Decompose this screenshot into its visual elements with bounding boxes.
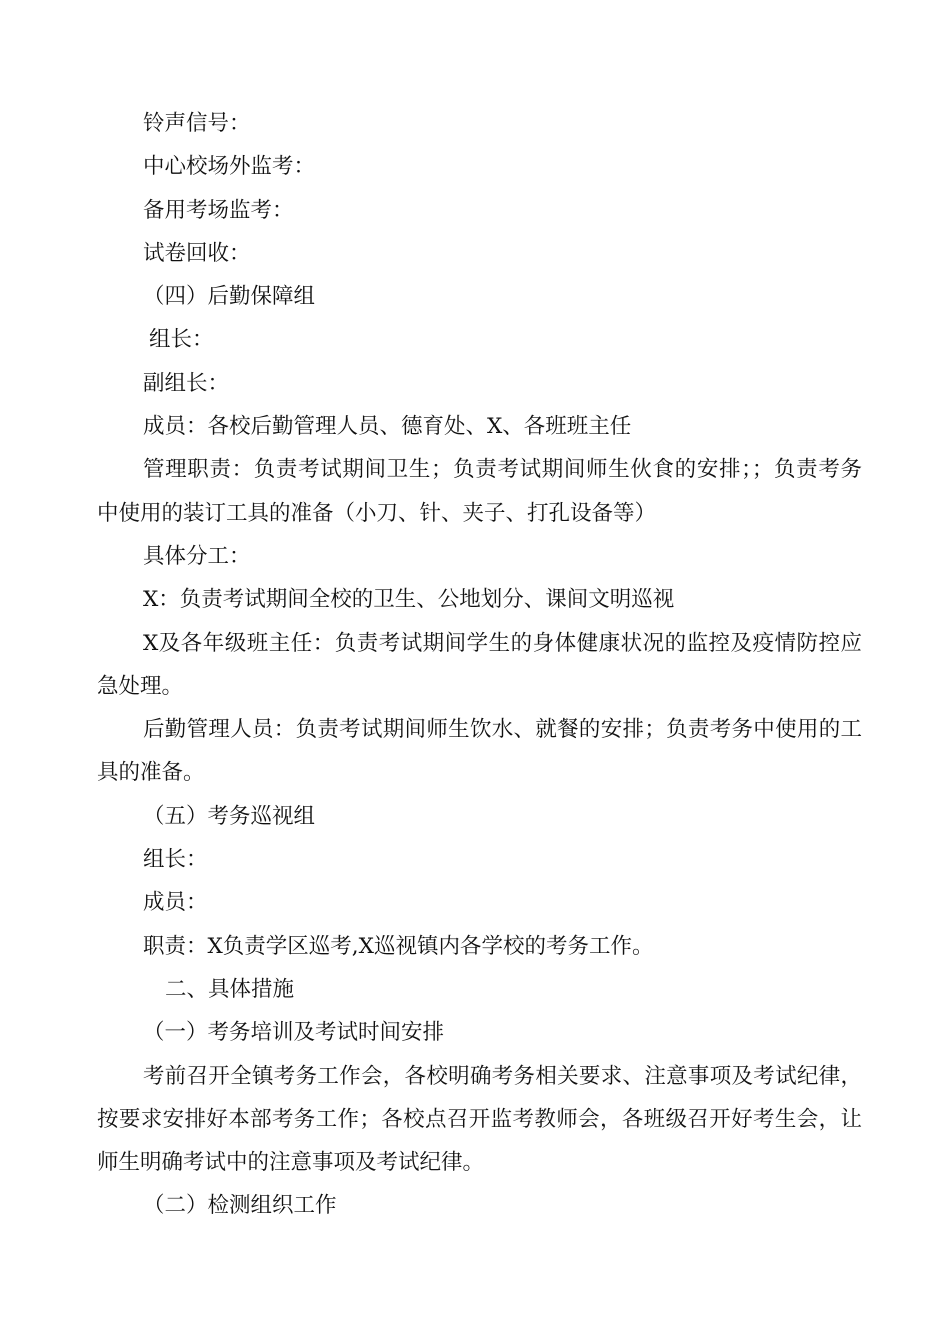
paragraph-logistics-duties: 管理职责：负责考试期间卫生；负责考试期间师生伙食的安排；；负责考务中使用的装订工具的准备（小刀、针、夹子、打孔设备等）	[97, 457, 862, 526]
section-heading-logistics: （四）后勤保障组	[143, 284, 316, 310]
paragraph-logistics-division: 具体分工：	[143, 543, 251, 569]
paragraph-patrol-duties: 职责：X负责学区巡考,X巡视镇内各学校的考务工作。	[143, 933, 654, 959]
paragraph-training-schedule: 考前召开全镇考务工作会，各校明确考务相关要求、注意事项及考试纪律，按要求安排好本部考务工作；各校点召开监考教师会，各班级召开好考生会，让师生明确考试中的注意事项及考试纪律。	[97, 1063, 862, 1176]
paragraph-logistics-leader: 组长：	[149, 327, 214, 353]
document-body	[97, 102, 862, 1228]
paragraph-paper-collection: 试卷回收：	[143, 240, 251, 266]
paragraph-logistics-x-duty: X：负责考试期间全校的卫生、公地划分、课间文明巡视	[143, 587, 675, 613]
subheading-training-schedule: （一）考务培训及考试时间安排	[143, 1020, 445, 1046]
paragraph-logistics-deputy: 副组长：	[143, 370, 230, 396]
paragraph-patrol-members: 成员：	[143, 890, 208, 916]
paragraph-patrol-leader: 组长：	[143, 847, 208, 873]
subheading-test-organization: （二）检测组织工作	[143, 1193, 337, 1219]
section-heading-patrol: （五）考务巡视组	[143, 803, 316, 829]
paragraph-bell-signal: 铃声信号：	[143, 111, 251, 136]
paragraph-logistics-members: 成员：各校后勤管理人员、德育处、X、各班班主任	[143, 414, 632, 440]
part-heading-measures: 二、具体措施	[165, 976, 295, 1002]
paragraph-logistics-staff: 后勤管理人员：负责考试期间师生饮水、就餐的安排；负责考务中使用的工具的准备。	[97, 717, 862, 786]
paragraph-logistics-head-teachers: X及各年级班主任：负责考试期间学生的身体健康状况的监控及疫情防控应急处理。	[97, 630, 862, 699]
paragraph-center-outside-invigilation: 中心校场外监考：	[143, 154, 316, 180]
paragraph-backup-room-invigilation: 备用考场监考：	[143, 197, 294, 223]
